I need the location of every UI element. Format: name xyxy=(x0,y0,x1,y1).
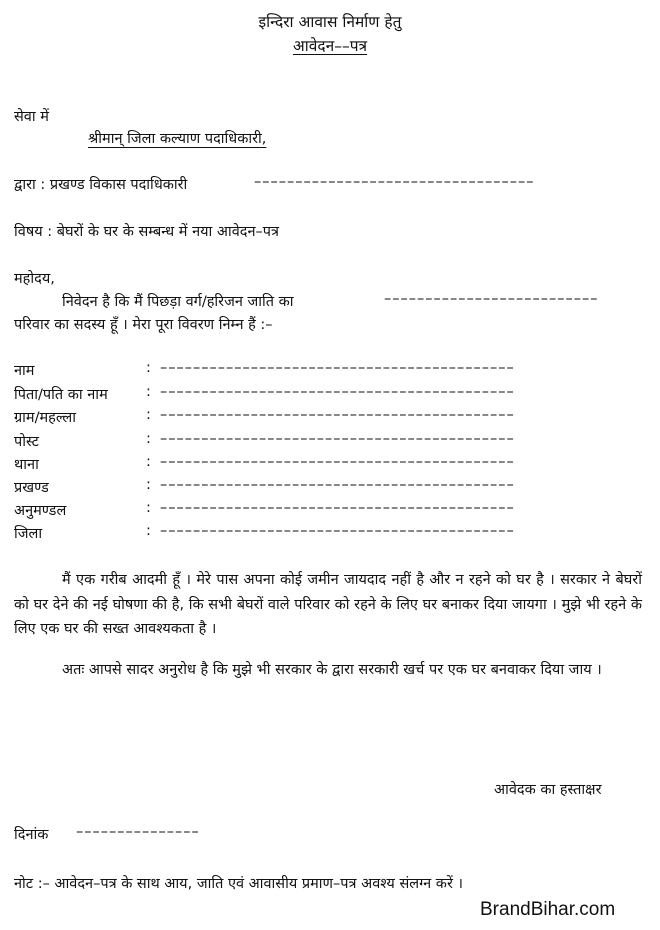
field-blank-district: ––––––––––––––––––––––––––––––––––––––––––– xyxy=(160,523,515,539)
field-label-police-station: थाना xyxy=(14,457,39,473)
field-label-district: जिला xyxy=(14,526,43,542)
title-line-2 xyxy=(0,34,660,56)
to-label: सेवा में xyxy=(14,109,49,125)
field-colon: : xyxy=(146,523,151,539)
field-label-name: नाम xyxy=(14,363,35,379)
field-blank-police-station: ––––––––––––––––––––––––––––––––––––––––––– xyxy=(160,454,515,470)
field-label-block: प्रखण्ड xyxy=(14,480,49,496)
subject: विषय : बेघरों के घर के सम्बन्ध में नया आवेदन–पत्र xyxy=(14,224,280,240)
caste-blank: –––––––––––––––––––––––––– xyxy=(384,291,599,307)
field-label-village: ग्राम/महल्ला xyxy=(14,410,76,426)
intro-line-2: परिवार का सदस्य हूँ । मेरा पूरा विवरण निम्न हैं :– xyxy=(14,317,273,333)
body-paragraph-2: अतः आपसे सादर अनुरोध है कि मुझे भी सरकार के द्वारा सरकारी खर्च पर एक घर बनवाकर दिया जाय । xyxy=(62,662,602,678)
field-colon: : xyxy=(146,500,151,516)
field-label-father-husband-name: पिता/पति का नाम xyxy=(14,387,108,403)
field-label-post: पोस्ट xyxy=(14,434,39,450)
field-colon: : xyxy=(146,477,151,493)
field-colon: : xyxy=(146,407,151,423)
salutation: महोदय, xyxy=(14,271,55,287)
signature-label: आवेदक का हस्ताक्षर xyxy=(494,782,602,798)
through-blank: –––––––––––––––––––––––––––––––––– xyxy=(254,174,535,190)
field-blank-block: ––––––––––––––––––––––––––––––––––––––––––– xyxy=(160,477,515,493)
field-colon: : xyxy=(146,454,151,470)
intro-line-1: निवेदन है कि मैं पिछड़ा वर्ग/हरिजन जाति का xyxy=(62,294,294,310)
watermark-brand: BrandBihar.com xyxy=(480,899,616,920)
through-label: द्वारा : प्रखण्ड विकास पदाधिकारी xyxy=(14,177,188,193)
field-blank-name: ––––––––––––––––––––––––––––––––––––––––––– xyxy=(160,360,515,376)
body-paragraph-1: मैं एक गरीब आदमी हूँ । मेरे पास अपना कोई जमीन जायदाद नहीं है और न रहने को घर है । सरकार ने बेघरों को घर देने की नई घोषणा की है, कि सभी बेघरों वाले परिवार को रहने के लिए घर बनाकर दिया जायगा । मुझे भी रहने के लिए एक घर की सख्त आवश्यकता है । xyxy=(14,572,642,637)
field-colon: : xyxy=(146,384,151,400)
field-blank-subdivision: ––––––––––––––––––––––––––––––––––––––––––– xyxy=(160,500,515,516)
field-blank-post: ––––––––––––––––––––––––––––––––––––––––––– xyxy=(160,431,515,447)
title-line-1: इन्दिरा आवास निर्माण हेतु xyxy=(258,13,402,31)
field-colon: : xyxy=(146,431,151,447)
date-label: दिनांक xyxy=(14,827,49,843)
date-blank: ––––––––––––––– xyxy=(76,824,200,840)
application-heading: आवेदन––पत्र xyxy=(292,37,368,55)
addressee: श्रीमान् जिला कल्याण पदाधिकारी, xyxy=(88,131,267,147)
note: नोट :– आवेदन–पत्र के साथ आय, जाति एवं आवासीय प्रमाण–पत्र अवश्य संलग्न करें । xyxy=(14,876,463,892)
field-blank-father-husband-name: ––––––––––––––––––––––––––––––––––––––––––– xyxy=(160,384,515,400)
field-colon: : xyxy=(146,360,151,376)
field-label-subdivision: अनुमण्डल xyxy=(14,503,67,519)
field-blank-village: ––––––––––––––––––––––––––––––––––––––––––– xyxy=(160,407,515,423)
